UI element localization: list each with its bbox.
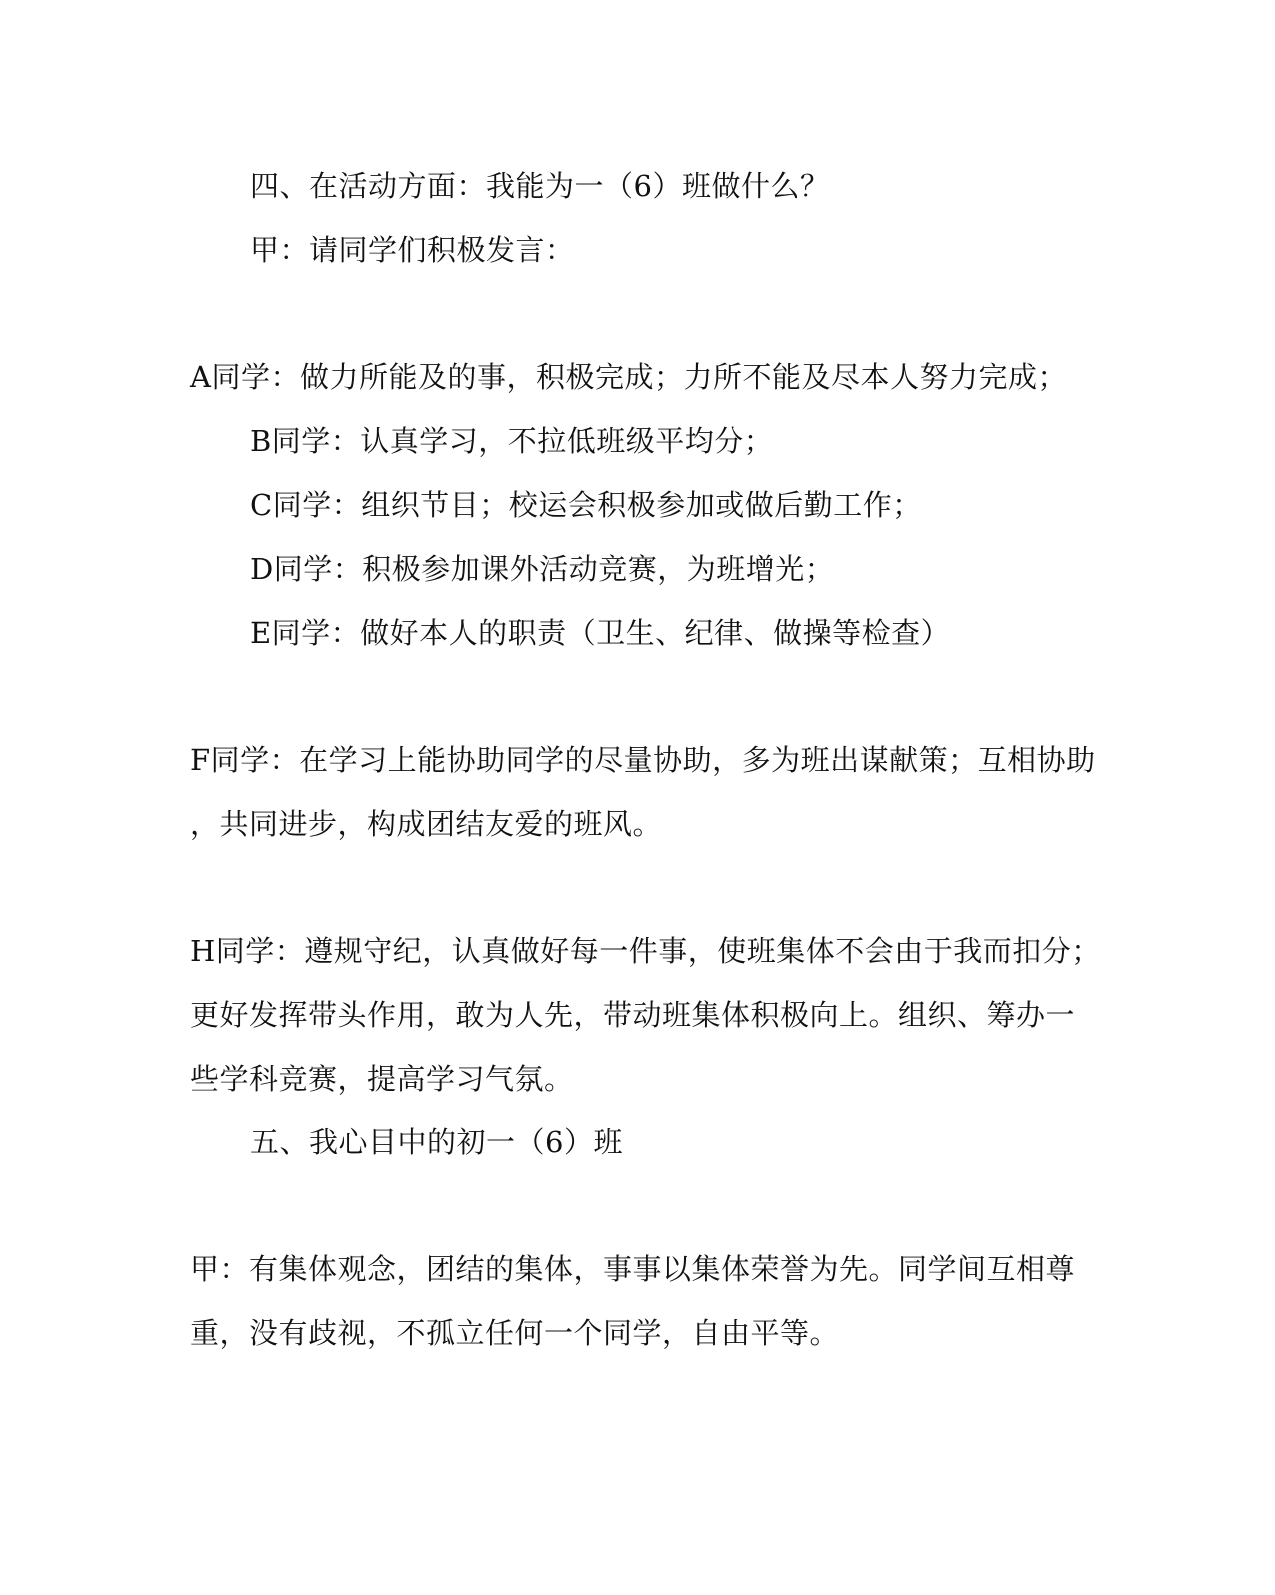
student-a-line: A同学：做力所能及的事，积极完成；力所不能及尽本人努力完成；	[190, 360, 1067, 394]
jia-line-2: 重，没有歧视，不孤立任何一个同学，自由平等。	[190, 1316, 840, 1350]
jia-line-1: 甲：有集体观念，团结的集体，事事以集体荣誉为先。同学间互相尊	[190, 1252, 1076, 1286]
section-4-heading: 四、在活动方面：我能为一（6）班做什么？	[250, 169, 830, 203]
student-f-line-1: F同学：在学习上能协助同学的尽量协助，多为班出谋献策；互相协助	[190, 743, 1096, 777]
student-d-line: D同学：积极参加课外活动竞赛，为班增光；	[250, 552, 835, 586]
student-h-line-1: H同学：遵规守纪，认真做好每一件事，使班集体不会由于我而扣分；	[190, 934, 1101, 968]
student-h-line-2: 更好发挥带头作用，敢为人先，带动班集体积极向上。组织、筹办一	[190, 998, 1076, 1032]
section-5-heading: 五、我心目中的初一（6）班	[250, 1125, 623, 1159]
student-e-line: E同学：做好本人的职责（卫生、纪律、做操等检查）	[250, 616, 951, 650]
student-b-line: B同学：认真学习，不拉低班级平均分；	[250, 424, 774, 458]
student-c-line: C同学：组织节目；校运会积极参加或做后勤工作；	[250, 488, 922, 522]
prompt-line: 甲：请同学们积极发言：	[250, 233, 575, 267]
student-h-line-3: 些学科竞赛，提高学习气氛。	[190, 1062, 574, 1096]
student-f-line-2: ，共同进步，构成团结友爱的班风。	[190, 807, 663, 841]
